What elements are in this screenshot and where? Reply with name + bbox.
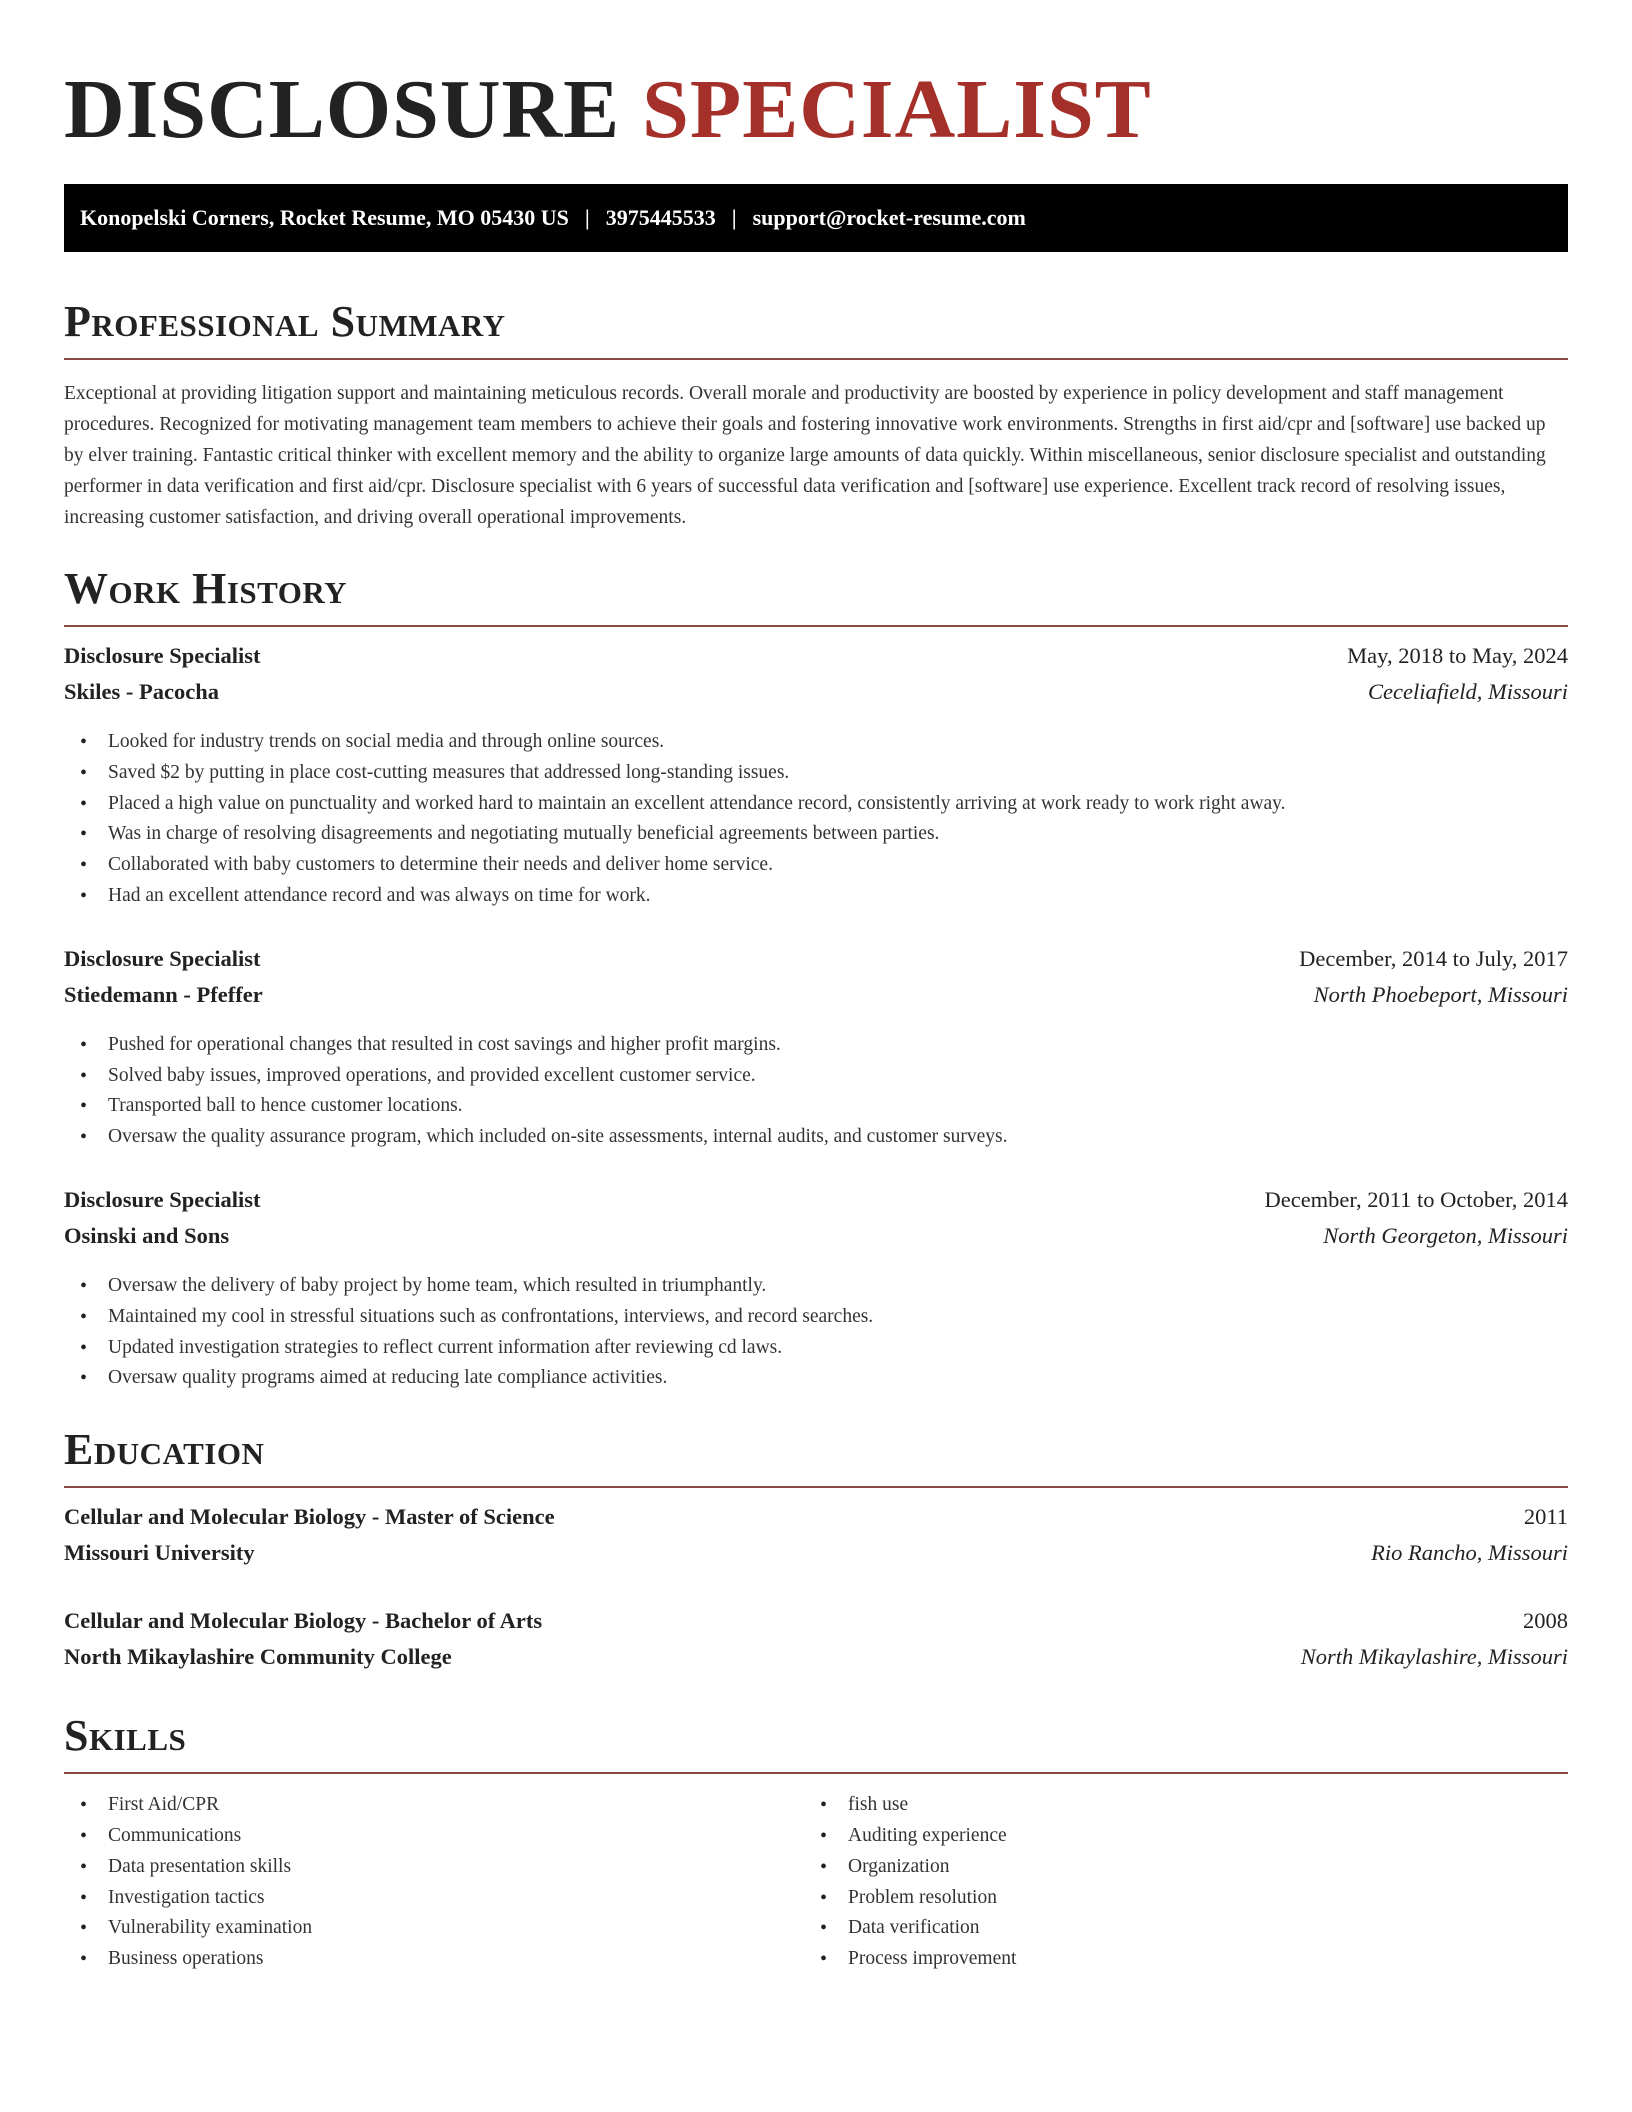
education-heading: Education [64, 1428, 1568, 1488]
skill-item: • Communications [64, 1821, 804, 1852]
job-bullets [64, 1271, 1568, 1394]
contact-phone: 3975445533 [605, 205, 716, 230]
name-last: SPECIALIST [642, 63, 1152, 156]
job-bullet: • Pushed for operational changes that resulted in cost savings and higher profit margins. [64, 1030, 1568, 1061]
edu-school: North Mikaylashire Community College [64, 1644, 452, 1670]
job-bullets [64, 727, 1568, 912]
edu-degree: Cellular and Molecular Biology - Bachelor of Arts [64, 1608, 543, 1634]
skill-item: • Auditing experience [804, 1821, 1544, 1852]
edu-degree: Cellular and Molecular Biology - Master of Science [64, 1504, 555, 1530]
education-entry [64, 1504, 1568, 1576]
skill-item: • Business operations [64, 1944, 804, 1975]
job-dates: December, 2011 to October, 2014 [1264, 1186, 1568, 1212]
job-role: Disclosure Specialist [64, 1186, 261, 1212]
contact-email: support@rocket-resume.com [752, 205, 1026, 230]
summary-text: Exceptional at providing litigation support and maintaining meticulous records. Overall morale and productivity are boosted by experience in policy development and staff management procedures. Recognized for motivating management team members to achieve their goals and fostering innovative work environments. Strengths in first aid/cpr and [software] use backed up by elver training. Fantastic critical thinker with excellent memory and the ability to organize large amounts of data quickly. Within miscellaneous, senior disclosure specialist and outstanding performer in data verification and first aid/cpr. Disclosure specialist with 6 years of successful data verification and [software] use experience. Excellent track record of resolving issues, increasing customer satisfaction, and driving overall operational improvements. [64, 383, 1546, 528]
edu-location: Rio Rancho, Missouri [1371, 1540, 1568, 1566]
contact-address: Konopelski Corners, Rocket Resume, MO 05430 US [80, 205, 569, 230]
skill-item: • Organization [804, 1852, 1544, 1883]
edu-location: North Mikaylashire, Missouri [1300, 1644, 1568, 1670]
skill-item: • Problem resolution [804, 1883, 1544, 1914]
skills-column-left [64, 1790, 804, 1975]
job-bullet: • Transported ball to hence customer locations. [64, 1091, 1568, 1122]
job-entry [64, 946, 1568, 1153]
contact-bar [64, 184, 1568, 252]
edu-year: 2011 [1523, 1504, 1568, 1530]
skill-item: • Vulnerability examination [64, 1913, 804, 1944]
job-bullets [64, 1030, 1568, 1153]
contact-separator: | [731, 205, 737, 230]
job-bullet: • Saved $2 by putting in place cost-cutting measures that addressed long-standing issues. [64, 758, 1568, 789]
job-bullet: • Oversaw quality programs aimed at reducing late compliance activities. [64, 1363, 1568, 1394]
work-history-heading: Work History [64, 567, 1568, 627]
skill-item: • Process improvement [804, 1944, 1544, 1975]
job-bullet: • Collaborated with baby customers to determine their needs and deliver home service. [64, 850, 1568, 881]
job-location: North Georgeton, Missouri [1323, 1222, 1568, 1248]
job-bullet: • Was in charge of resolving disagreements and negotiating mutually beneficial agreements between parties. [64, 819, 1568, 850]
summary-heading: Professional Summary [64, 300, 1568, 360]
skill-item: • fish use [804, 1790, 1544, 1821]
education-entry [64, 1608, 1568, 1680]
skills-column-right [804, 1790, 1544, 1975]
name-first: DISCLOSURE [64, 63, 621, 156]
job-dates: May, 2018 to May, 2024 [1347, 643, 1568, 668]
job-bullet: • Placed a high value on punctuality and worked hard to maintain an excellent attendance record, consistently arriving at work ready to work right away. [64, 789, 1568, 820]
skill-item: • Data presentation skills [64, 1852, 804, 1883]
job-bullet: • Solved baby issues, improved operations, and provided excellent customer service. [64, 1061, 1568, 1092]
contact-separator: | [584, 205, 590, 230]
skills-list [64, 1790, 1568, 1975]
job-dates: December, 2014 to July, 2017 [1299, 945, 1568, 971]
resume-name [64, 58, 1568, 156]
job-bullet: • Oversaw the delivery of baby project by home team, which resulted in triumphantly. [64, 1271, 1568, 1302]
job-bullet: • Looked for industry trends on social media and through online sources. [64, 727, 1568, 758]
job-bullet: • Maintained my cool in stressful situations such as confrontations, interviews, and record searches. [64, 1302, 1568, 1333]
job-role: Disclosure Specialist [64, 945, 261, 971]
skill-item: • Data verification [804, 1913, 1544, 1944]
skills-heading: Skills [64, 1714, 1568, 1774]
job-bullet: • Had an excellent attendance record and was always on time for work. [64, 881, 1568, 912]
job-company: Osinski and Sons [64, 1222, 230, 1248]
edu-school: Missouri University [64, 1540, 255, 1566]
job-company: Skiles - Pacocha [64, 679, 219, 704]
job-entry [64, 643, 1568, 912]
skill-item: • Investigation tactics [64, 1883, 804, 1914]
job-bullet: • Oversaw the quality assurance program, which included on-site assessments, internal audits, and customer surveys. [64, 1122, 1568, 1153]
job-role: Disclosure Specialist [64, 643, 261, 668]
job-location: North Phoebeport, Missouri [1313, 981, 1568, 1007]
job-entry [64, 1187, 1568, 1394]
skill-item: • First Aid/CPR [64, 1790, 804, 1821]
job-bullet: • Updated investigation strategies to reflect current information after reviewing cd laws. [64, 1333, 1568, 1364]
job-location: Ceceliafield, Missouri [1368, 679, 1568, 704]
job-company: Stiedemann - Pfeffer [64, 981, 263, 1007]
edu-year: 2008 [1523, 1608, 1568, 1634]
